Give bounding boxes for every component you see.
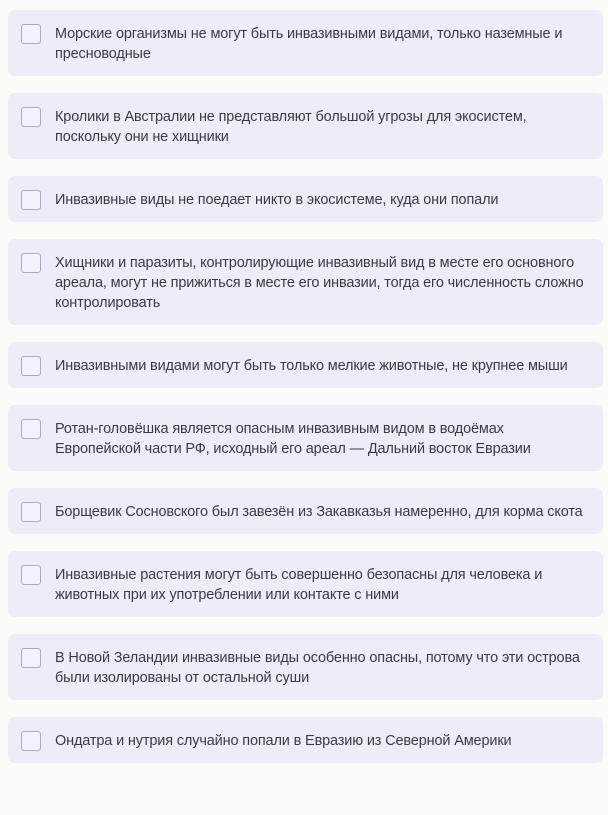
checkbox-unchecked-icon[interactable]	[21, 502, 41, 522]
answer-option-6[interactable]	[8, 405, 603, 471]
checkbox-unchecked-icon[interactable]	[21, 565, 41, 585]
answer-option-9[interactable]	[8, 634, 603, 700]
answer-option-10[interactable]	[8, 717, 603, 763]
answer-option-label: В Новой Зеландии инвазивные виды особенно опасны, потому что эти острова были изолированы от остальной суши	[55, 650, 580, 686]
checkbox-unchecked-icon[interactable]	[21, 356, 41, 376]
checkbox-unchecked-icon[interactable]	[21, 107, 41, 127]
answer-option-5[interactable]	[8, 342, 603, 388]
checkbox-unchecked-icon[interactable]	[21, 419, 41, 439]
answer-option-2[interactable]	[8, 93, 603, 159]
answer-option-label: Кролики в Австралии не представляют большой угрозы для экосистем, поскольку они не хищники	[55, 109, 527, 145]
answer-option-label: Ротан-головёшка является опасным инвазивным видом в водоёмах Европейской части РФ, исходный его ареал — Дальний восток Евразии	[55, 421, 531, 457]
answer-option-3[interactable]	[8, 176, 603, 222]
answer-option-label: Инвазивные растения могут быть совершенно безопасны для человека и животных при их употреблении или контакте с ними	[55, 567, 543, 603]
answer-option-label: Инвазивными видами могут быть только мелкие животные, не крупнее мыши	[55, 358, 568, 374]
answer-option-1[interactable]	[8, 10, 603, 76]
answer-option-label: Морские организмы не могут быть инвазивными видами, только наземные и пресноводные	[55, 26, 563, 62]
answer-option-label: Ондатра и нутрия случайно попали в Евразию из Северной Америки	[55, 733, 512, 749]
answer-option-8[interactable]	[8, 551, 603, 617]
checkbox-unchecked-icon[interactable]	[21, 24, 41, 44]
answer-option-4[interactable]	[8, 239, 603, 325]
answer-option-label: Хищники и паразиты, контролирующие инвазивный вид в месте его основного ареала, могут не прижиться в месте его инвазии, тогда его численность сложно контролировать	[55, 255, 584, 311]
answer-option-label: Инвазивные виды не поедает никто в экосистеме, куда они попали	[55, 192, 499, 208]
answer-option-label: Борщевик Сосновского был завезён из Закавказья намеренно, для корма скота	[55, 504, 583, 520]
checkbox-unchecked-icon[interactable]	[21, 648, 41, 668]
checkbox-unchecked-icon[interactable]	[21, 190, 41, 210]
checkbox-unchecked-icon[interactable]	[21, 731, 41, 751]
answer-option-7[interactable]	[8, 488, 603, 534]
checkbox-unchecked-icon[interactable]	[21, 253, 41, 273]
